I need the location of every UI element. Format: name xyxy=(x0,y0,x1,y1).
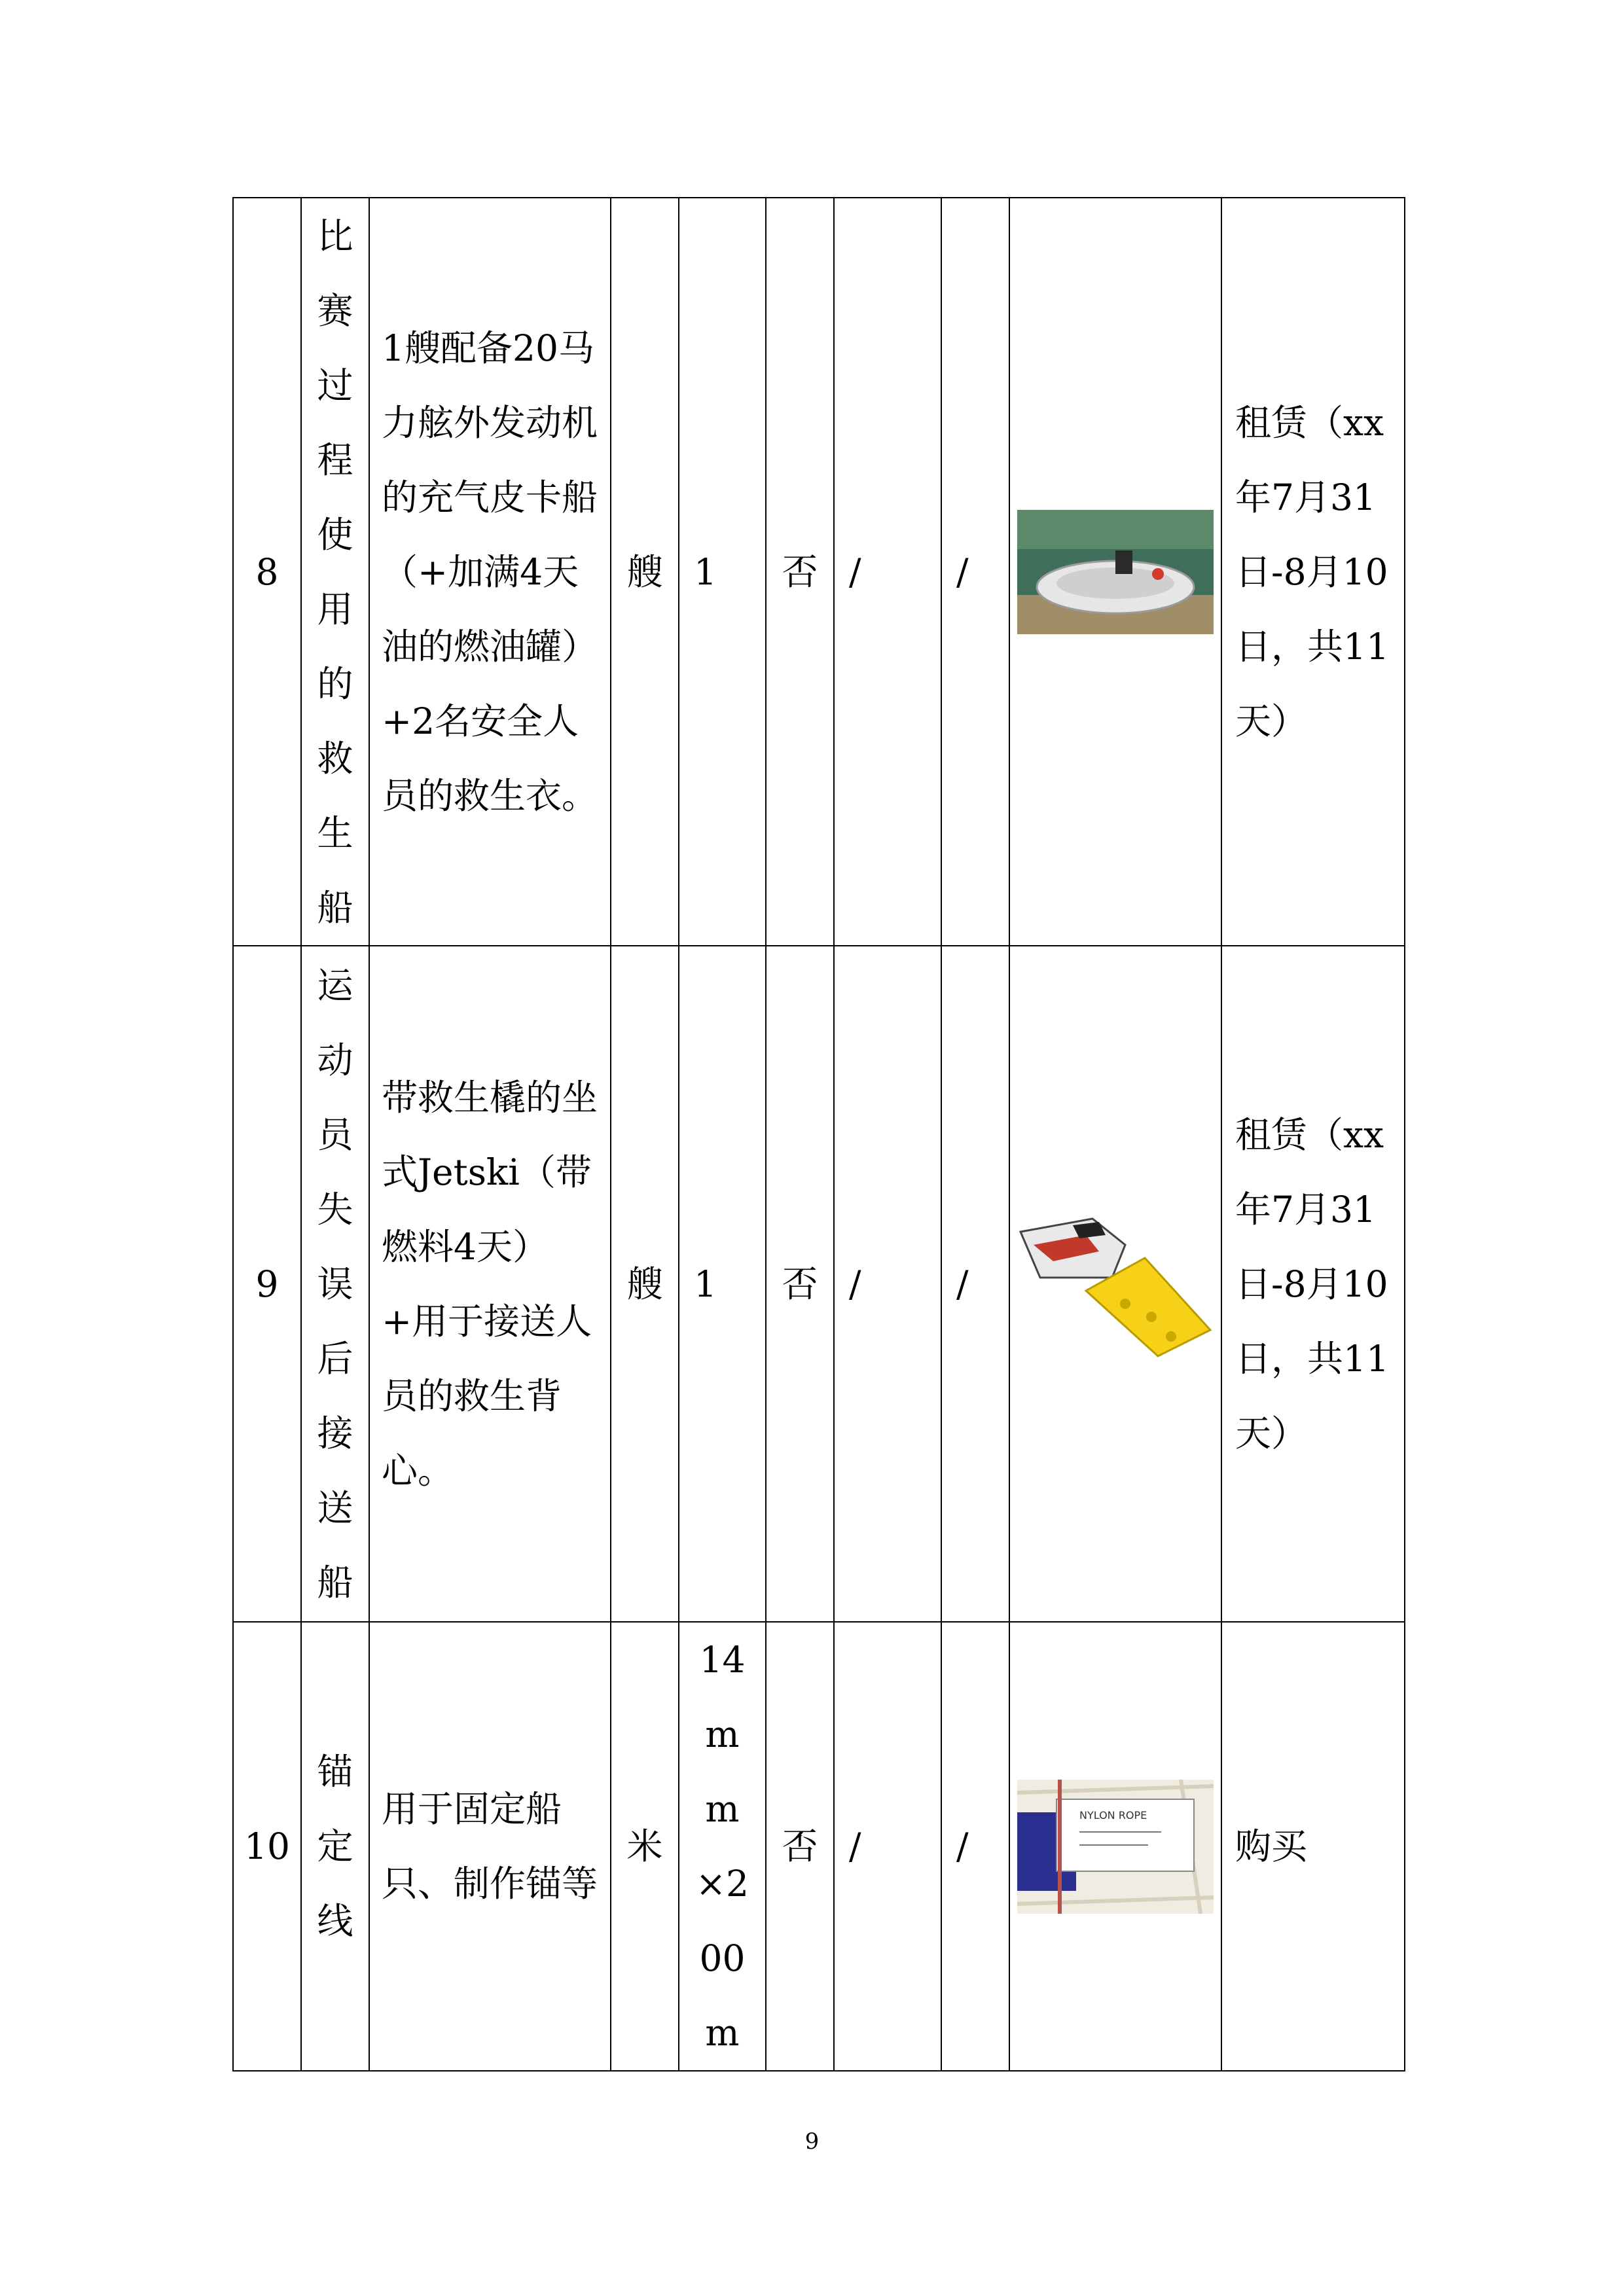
equipment-description: 带救生橇的坐式Jetski（带燃料4天）+用于接送人员的救生背心。 xyxy=(369,946,611,1622)
specification: 14mm×200m xyxy=(679,1622,766,2071)
equipment-photo-cell xyxy=(1009,946,1221,1622)
table-row xyxy=(233,198,1405,946)
row-number: 8 xyxy=(233,198,301,946)
equipment-photo-cell xyxy=(1009,198,1221,946)
slash-cell: / xyxy=(941,946,1009,1622)
quantity: 1 xyxy=(679,198,766,946)
equipment-name: 运动员失误后接送船 xyxy=(301,946,369,1622)
quantity: 1 xyxy=(679,946,766,1622)
slash-cell: / xyxy=(941,198,1009,946)
inflatable-boat-photo xyxy=(1017,510,1214,634)
table-row xyxy=(233,1622,1405,2071)
procurement-note: 租赁（xx年7月31日-8月10日，共11天） xyxy=(1221,198,1405,946)
equipment-photo-cell xyxy=(1009,1622,1221,2071)
procurement-note: 购买 xyxy=(1221,1622,1405,2071)
consumable-flag: 否 xyxy=(766,1622,834,2071)
rope-label-text: NYLON ROPE xyxy=(1079,1808,1147,1821)
equipment-description: 1艘配备20马力舷外发动机的充气皮卡船（+加满4天油的燃油罐）+2名安全人员的救生衣。 xyxy=(369,198,611,946)
equipment-name: 比赛过程使用的救生船 xyxy=(301,198,369,946)
equipment-name: 锚定线 xyxy=(301,1622,369,2071)
slash-cell: / xyxy=(834,1622,941,2071)
unit: 艘 xyxy=(611,198,679,946)
row-number: 9 xyxy=(233,946,301,1622)
equipment-description: 用于固定船只、制作锚等 xyxy=(369,1622,611,2071)
unit: 艘 xyxy=(611,946,679,1622)
jetski-rescue-sled-photo xyxy=(1014,1206,1217,1363)
slash-cell: / xyxy=(834,198,941,946)
slash-cell: / xyxy=(941,1622,1009,2071)
slash-cell: / xyxy=(834,946,941,1622)
anchor-rope-photo xyxy=(1017,1780,1214,1914)
page-number: 9 xyxy=(804,2128,820,2155)
procurement-note: 租赁（xx年7月31日-8月10日，共11天） xyxy=(1221,946,1405,1622)
table-row xyxy=(233,946,1405,1622)
consumable-flag: 否 xyxy=(766,198,834,946)
equipment-table xyxy=(232,197,1405,2072)
unit: 米 xyxy=(611,1622,679,2071)
consumable-flag: 否 xyxy=(766,946,834,1622)
row-number: 10 xyxy=(233,1622,301,2071)
